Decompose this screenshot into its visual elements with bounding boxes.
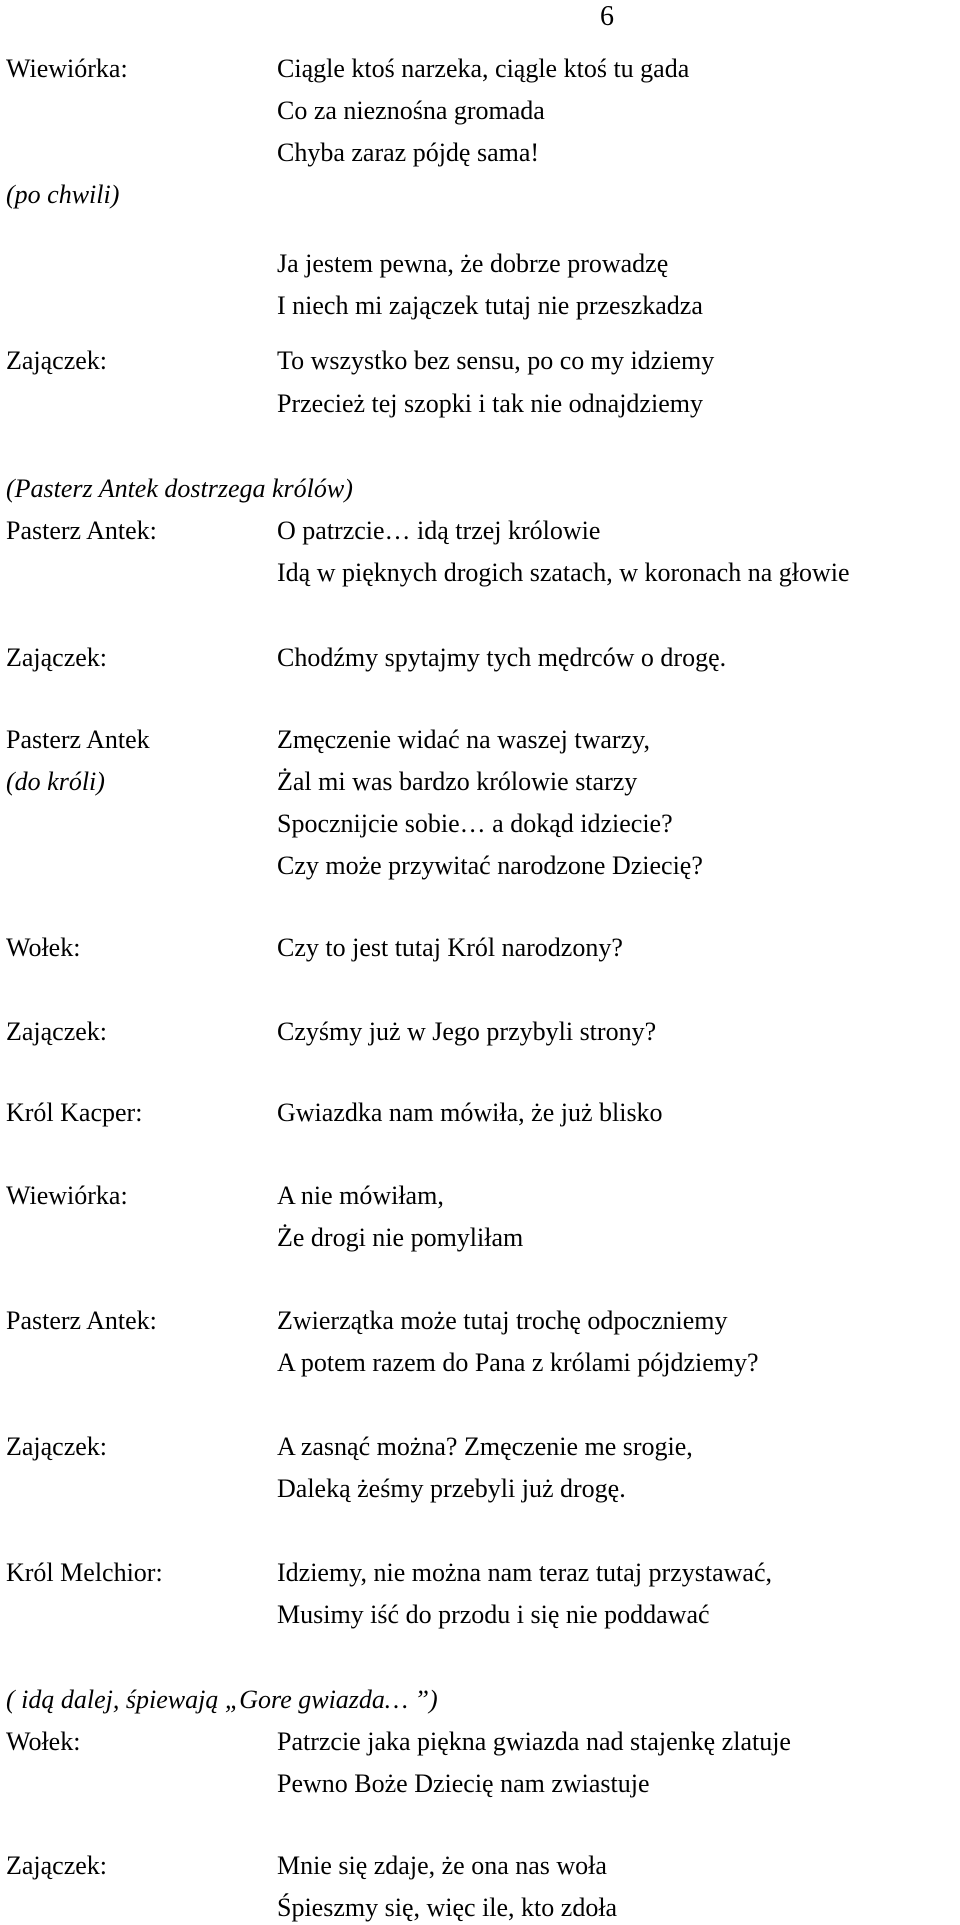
dialogue-line: Ciągle ktoś narzeka, ciągle ktoś tu gada: [277, 54, 690, 83]
dialogue-line: Czyśmy już w Jego przybyli strony?: [277, 1017, 657, 1046]
page-number: 6: [600, 1, 614, 32]
speaker-label: Zajączek:: [6, 1432, 108, 1461]
stage-direction: (do króli): [6, 767, 105, 796]
speaker-label: Pasterz Antek:: [6, 1306, 157, 1335]
dialogue-line: Zwierzątka może tutaj trochę odpoczniemy: [277, 1306, 728, 1335]
dialogue-line: Chyba zaraz pójdę sama!: [277, 138, 540, 167]
dialogue-line: Patrzcie jaka piękna gwiazda nad stajenkę zlatuje: [277, 1727, 791, 1756]
speaker-label: Wiewiórka:: [6, 54, 128, 83]
speaker-label: Pasterz Antek:: [6, 516, 157, 545]
dialogue-line: Przecież tej szopki i tak nie odnajdziemy: [277, 389, 703, 418]
dialogue-line: Śpieszmy się, więc ile, kto zdoła: [277, 1893, 618, 1922]
dialogue-line: Daleką żeśmy przebyli już drogę.: [277, 1474, 626, 1503]
dialogue-line: A nie mówiłam,: [277, 1181, 444, 1210]
speaker-label: Wołek:: [6, 1727, 81, 1756]
speaker-label: Pasterz Antek: [6, 725, 150, 754]
speaker-label: Zajączek:: [6, 346, 108, 375]
dialogue-line: Idziemy, nie można nam teraz tutaj przystawać,: [277, 1558, 772, 1587]
dialogue-line: Spocznijcie sobie… a dokąd idziecie?: [277, 809, 673, 838]
stage-direction: (Pasterz Antek dostrzega królów): [6, 474, 353, 503]
speaker-label: Wiewiórka:: [6, 1181, 128, 1210]
dialogue-line: Zmęczenie widać na waszej twarzy,: [277, 725, 650, 754]
dialogue-line: I niech mi zajączek tutaj nie przeszkadza: [277, 291, 703, 320]
dialogue-line: A zasnąć można? Zmęczenie me srogie,: [277, 1432, 693, 1461]
stage-direction: ( idą dalej, śpiewają „Gore gwiazda… ”): [6, 1685, 438, 1714]
dialogue-line: Pewno Boże Dziecię nam zwiastuje: [277, 1769, 650, 1798]
dialogue-line: Gwiazdka nam mówiła, że już blisko: [277, 1098, 663, 1127]
dialogue-line: Chodźmy spytajmy tych mędrców o drogę.: [277, 643, 727, 672]
speaker-label: Zajączek:: [6, 1017, 108, 1046]
dialogue-line: O patrzcie… idą trzej królowie: [277, 516, 601, 545]
dialogue-line: Czy to jest tutaj Król narodzony?: [277, 933, 623, 962]
dialogue-line: Czy może przywitać narodzone Dziecię?: [277, 851, 703, 880]
dialogue-line: Idą w pięknych drogich szatach, w koronach na głowie: [277, 558, 850, 587]
dialogue-line: To wszystko bez sensu, po co my idziemy: [277, 346, 715, 375]
dialogue-line: Mnie się zdaje, że ona nas woła: [277, 1851, 607, 1880]
dialogue-line: Żal mi was bardzo królowie starzy: [277, 767, 638, 796]
dialogue-line: Ja jestem pewna, że dobrze prowadzę: [277, 249, 669, 278]
dialogue-line: A potem razem do Pana z królami pójdziemy?: [277, 1348, 759, 1377]
dialogue-line: Że drogi nie pomyliłam: [277, 1223, 524, 1252]
dialogue-line: Musimy iść do przodu i się nie poddawać: [277, 1600, 710, 1629]
speaker-label: Król Kacper:: [6, 1098, 143, 1127]
dialogue-line: Co za nieznośna gromada: [277, 96, 545, 125]
speaker-label: Wołek:: [6, 933, 81, 962]
speaker-label: Zajączek:: [6, 643, 108, 672]
speaker-label: Król Melchior:: [6, 1558, 163, 1587]
speaker-label: Zajączek:: [6, 1851, 108, 1880]
stage-direction: (po chwili): [6, 180, 120, 209]
